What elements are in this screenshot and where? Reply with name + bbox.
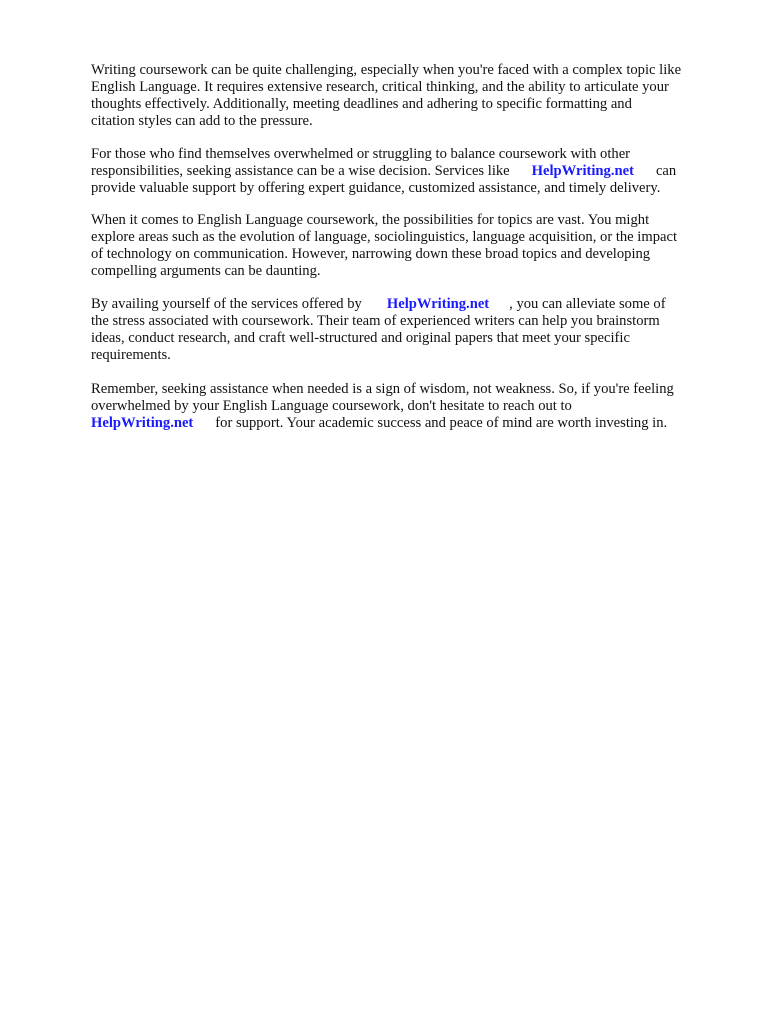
paragraph-line	[91, 415, 731, 432]
paragraph-line: the stress associated with coursework. Their team of experienced writers can help you brainstorm	[91, 313, 660, 329]
paragraph-line: When it comes to English Language coursework, the possibilities for topics are vast. You might	[91, 212, 650, 228]
paragraph-1	[91, 62, 731, 130]
paragraph-line: overwhelmed by your English Language coursework, don't hesitate to reach out to	[91, 398, 572, 414]
paragraph-line: thoughts effectively. Additionally, meeting deadlines and adhering to specific formatting and	[91, 96, 632, 112]
paragraph-line: requirements.	[91, 347, 171, 363]
paragraph-line: ideas, conduct research, and craft well-structured and original papers that meet your specific	[91, 330, 630, 346]
paragraph-text: for support. Your academic success and peace of mind are worth investing in.	[215, 415, 668, 431]
paragraph-line: citation styles can add to the pressure.	[91, 113, 313, 129]
paragraph-line: Remember, seeking assistance when needed is a sign of wisdom, not weakness. So, if you're feeling	[91, 381, 674, 397]
paragraph-line: compelling arguments can be daunting.	[91, 263, 321, 279]
paragraph-text: , you can alleviate some of	[509, 296, 666, 312]
paragraph-4	[91, 296, 731, 364]
paragraph-line: provide valuable support by offering expert guidance, customized assistance, and timely delivery.	[91, 180, 661, 196]
paragraph-line: Writing coursework can be quite challenging, especially when you're faced with a complex topic like	[91, 62, 682, 78]
paragraph-line: English Language. It requires extensive research, critical thinking, and the ability to articulate your	[91, 79, 669, 95]
paragraph-3	[91, 212, 731, 280]
helpwriting-link[interactable]: HelpWriting.net	[386, 296, 490, 312]
paragraph-5	[91, 381, 731, 432]
paragraph-line	[91, 163, 731, 180]
paragraph-line: For those who find themselves overwhelmed or struggling to balance coursework with other	[91, 146, 631, 162]
paragraph-line: explore areas such as the evolution of language, sociolinguistics, language acquisition, or the impact	[91, 229, 678, 245]
paragraph-text: By availing yourself of the services offered by	[91, 296, 362, 312]
paragraph-2	[91, 146, 731, 197]
paragraph-text: can	[655, 163, 677, 179]
paragraph-line: of technology on communication. However, narrowing down these broad topics and developing	[91, 246, 651, 262]
paragraph-line	[91, 296, 731, 313]
paragraph-text: responsibilities, seeking assistance can be a wise decision. Services like	[91, 163, 510, 179]
helpwriting-link[interactable]: HelpWriting.net	[531, 163, 634, 179]
helpwriting-link[interactable]: HelpWriting.net	[91, 415, 194, 431]
